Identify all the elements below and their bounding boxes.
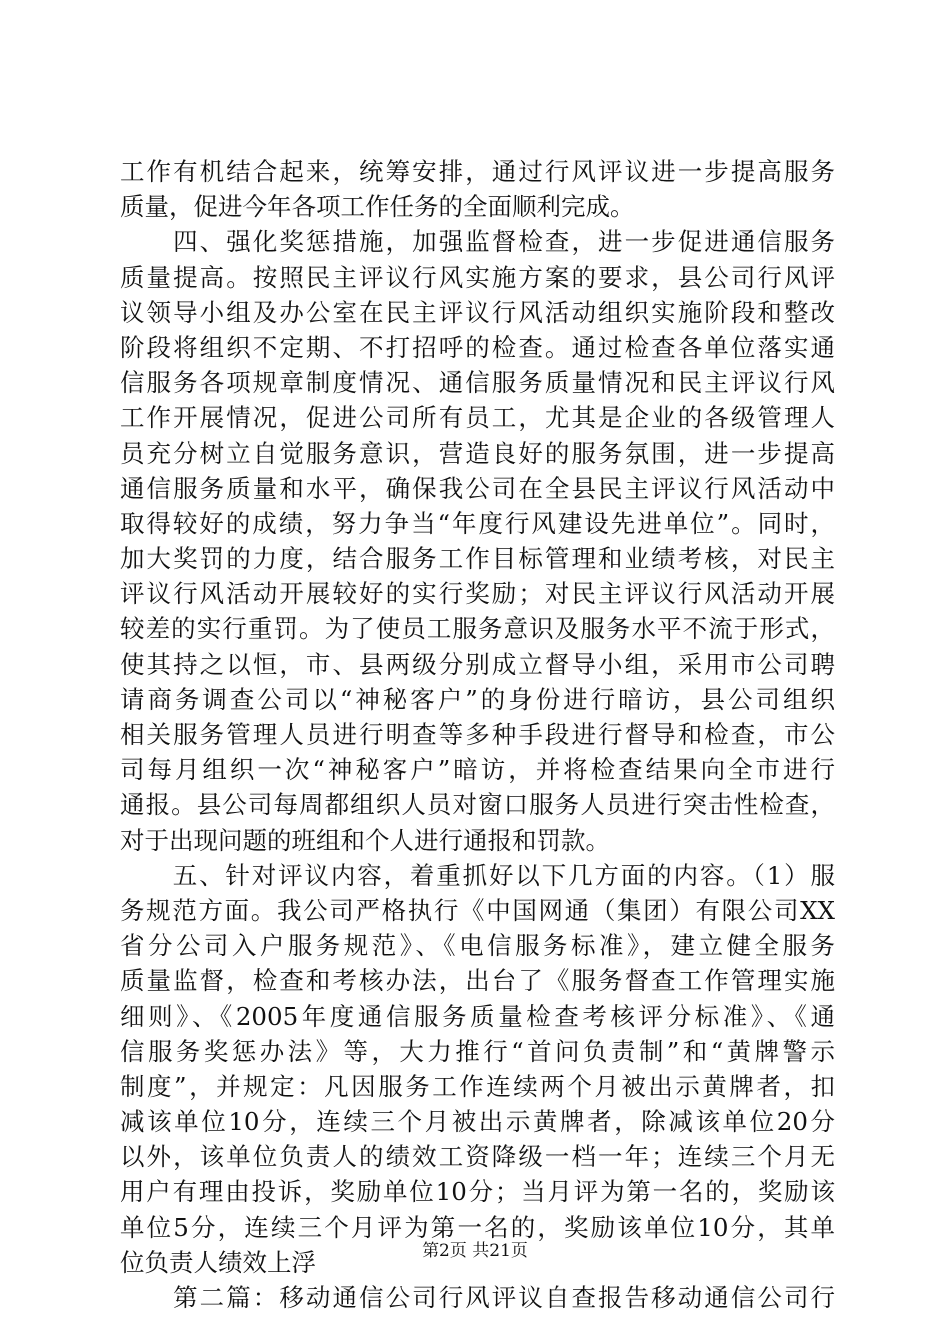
text-line: 取得较好的成绩，努力争当“年度行风建设先进单位”。同时， (120, 508, 835, 538)
text-line: 相关服务管理人员进行明查等多种手段进行督导和检查，市公 (120, 720, 835, 749)
text-line: 制度”，并规定：凡因服务工作连续两个月被出示黄牌者，扣 (120, 1071, 835, 1101)
text-line: 五、针对评议内容，着重抓好以下几方面的内容。（1）服 (120, 860, 835, 890)
text-line: 评议行风活动开展较好的实行奖励；对民主评议行风活动开展 (120, 579, 835, 609)
text-line: 质量提高。按照民主评议行风实施方案的要求，县公司行风评 (120, 262, 835, 292)
text-line: 务规范方面。我公司严格执行《中国网通（集团）有限公司XX (120, 895, 835, 925)
text-line: 议领导小组及办公室在民主评议行风活动组织实施阶段和整改 (120, 297, 835, 327)
page-footer: 第2页 共21页 (422, 1241, 528, 1261)
text-line: 工作有机结合起来，统筹安排，通过行风评议进一步提高服务 (120, 157, 835, 186)
text-line: 对于出现问题的班组和个人进行通报和罚款。 (120, 825, 610, 855)
text-line: 第二篇：移动通信公司行风评议自查报告移动通信公司行 (120, 1283, 835, 1312)
text-line: 信服务各项规章制度情况、通信服务质量情况和民主评议行风 (120, 368, 835, 398)
text-line: 减该单位10分，连续三个月被出示黄牌者，除减该单位20分 (120, 1107, 835, 1137)
text-line: 信服务奖惩办法》等，大力推行“首问负责制”和“黄牌警示 (120, 1036, 835, 1066)
text-line: 使其持之以恒，市、县两级分别成立督导小组，采用市公司聘 (120, 649, 835, 679)
text-line: 司每月组织一次“神秘客户”暗访，并将检查结果向全市进行 (120, 755, 835, 785)
text-line: 工作开展情况，促进公司所有员工，尤其是企业的各级管理人 (120, 403, 835, 433)
body-text (120, 154, 835, 1315)
text-line: 四、强化奖惩措施，加强监督检查，进一步促进通信服务 (120, 227, 835, 257)
text-line: 用户有理由投诉，奖励单位10分；当月评为第一名的，奖励该 (120, 1177, 835, 1207)
text-line: 阶段将组织不定期、不打招呼的检查。通过检查各单位落实通 (120, 332, 835, 362)
text-line: 质量监督，检查和考核办法，出台了《服务督查工作管理实施 (120, 966, 835, 996)
text-line: 单位5分，连续三个月评为第一名的，奖励该单位10分，其单 (120, 1212, 835, 1242)
text-line: 以外，该单位负责人的绩效工资降级一档一年；连续三个月无 (120, 1142, 835, 1172)
text-line: 细则》、《2005年度通信服务质量检查考核评分标准》、《通 (120, 1001, 835, 1031)
text-line: 请商务调查公司以“神秘客户”的身份进行暗访，县公司组织 (120, 684, 835, 714)
text-line: 质量，促进今年各项工作任务的全面顺利完成。 (120, 192, 635, 222)
text-line: 省分公司入户服务规范》、《电信服务标准》，建立健全服务 (120, 931, 835, 961)
text-line: 通信服务质量和水平，确保我公司在全县民主评议行风活动中 (120, 473, 835, 503)
text-line: 员充分树立自觉服务意识，营造良好的服务氛围，进一步提高 (120, 438, 835, 468)
text-line: 加大奖罚的力度，结合服务工作目标管理和业绩考核，对民主 (120, 544, 835, 574)
text-line: 较差的实行重罚。为了使员工服务意识及服务水平不流于形式， (120, 614, 835, 644)
text-line: 位负责人绩效上浮 (120, 1247, 316, 1277)
text-line: 通报。县公司每周都组织人员对窗口服务人员进行突击性检查， (120, 790, 835, 820)
